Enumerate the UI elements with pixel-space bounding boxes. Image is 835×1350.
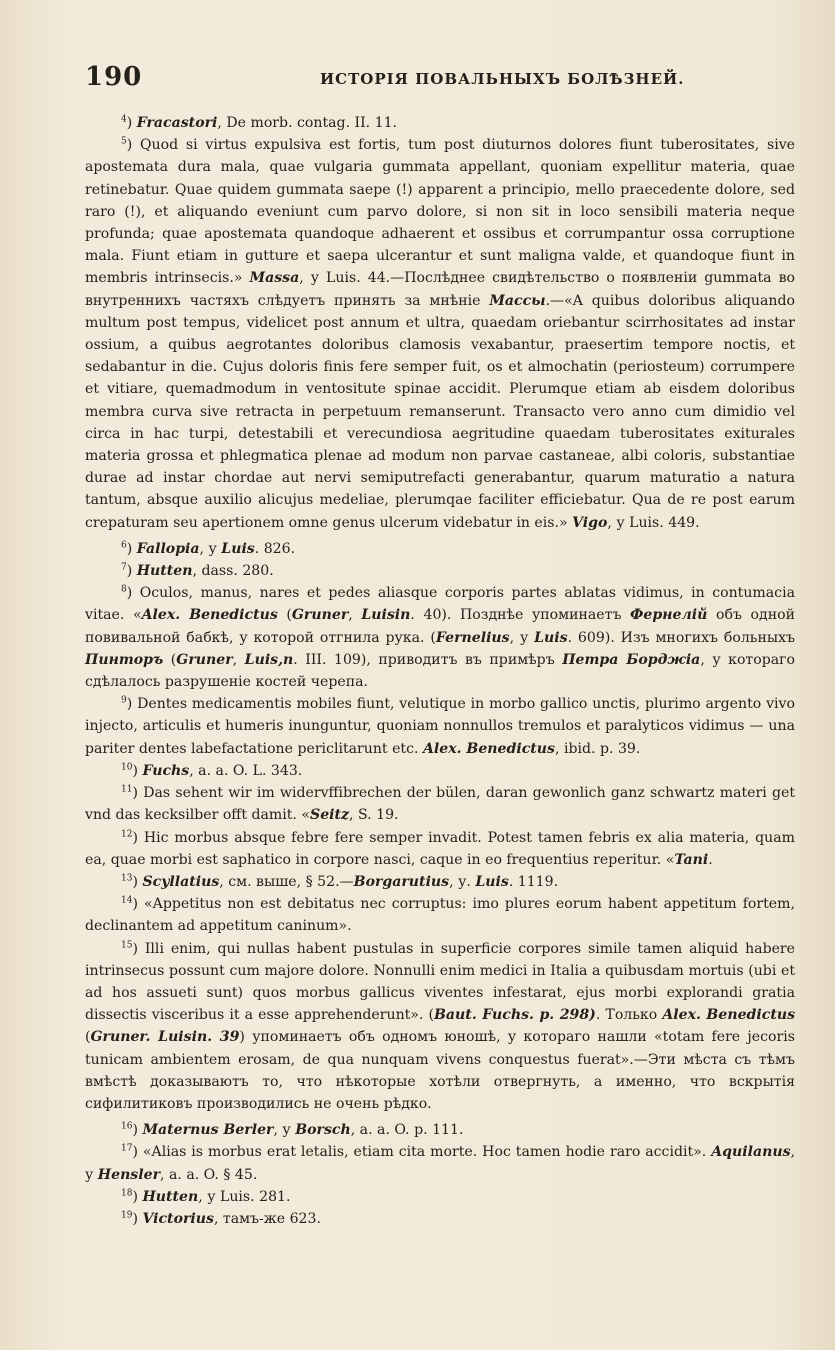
footnote-citation: Петра Борджіа xyxy=(562,651,701,668)
footnote-text: , у xyxy=(85,1144,795,1183)
footnote-text: .—«A quibus doloribus aliquando multum post tempus, videlicet post annum et ultra, quaedam oriebantur scirrhositates ad instar ossium, a quibus aegrotantes doloribus clamosis vexabantur, praesertim tempore noctis, et sedabantur in die. Cujus doloris finis fere semper fuit, os et almochatin (periosteum) corrumpere et vitiare, quemadmodum in ventositute spinae accidit. Plerumque etiam ab eisdem doloribus membra curva sive retracta in perpetuum remanserunt. Transacto vero anno cum dimidio vel circa in hac turpi, detestabili et verecundiosa aegritudine quaedam tuberositates exiturales materia grossa et phlegmatica plenae ad modum non parvae castaneae, albi coloris, substantiae durae ad instar chordae aut nervi semiputrefacti generabantur, quarum maturatio a natura tantum, absque auxilio alicujus medeliae, plerumqae faciliter efficiebatur. Qua de re post earum crepaturam seu apertionem omne genus ulcerum videbatur in eis.» xyxy=(85,292,795,531)
running-title: ИСТОРІЯ ПОВАЛЬНЫХЪ БОЛѢЗНЕЙ. xyxy=(320,70,685,88)
footnote-6 xyxy=(85,538,795,560)
footnote-citation: Fallopia xyxy=(136,540,200,557)
footnote-text: Das sehent wir im widervffibrechen der bülen, daran gewonlich ganz schwartz materi get vnd das kecksilber offt damit. « xyxy=(85,785,796,824)
footnote-12 xyxy=(85,827,795,871)
footnote-19 xyxy=(85,1208,795,1230)
footnote-citation: Maternus Berler xyxy=(142,1122,274,1139)
footnote-mark-paren: ) xyxy=(126,563,137,580)
footnote-citation: Hutten xyxy=(136,563,193,580)
footnote-citation: Alex. Benedictus xyxy=(141,607,278,624)
footnote-text: Hic morbus absque febre fere semper invadit. Potest tamen febris ex alia materia, quam ea, quae morbi est saphatico in corpore nasci, caque in eo frequentius reperitur. « xyxy=(85,829,795,868)
footnote-9 xyxy=(85,693,795,760)
footnote-mark: 13 xyxy=(121,873,133,884)
footnote-14 xyxy=(85,893,795,937)
footnote-text: , у Luis. 281. xyxy=(198,1188,291,1205)
footnote-mark-paren: ) xyxy=(132,829,144,846)
footnote-mark: 19 xyxy=(121,1210,133,1221)
footnote-mark-paren: ) xyxy=(132,873,143,890)
footnote-citation: Hutten xyxy=(142,1188,199,1205)
footnote-citation: Vigo xyxy=(572,514,608,531)
footnote-mark: 12 xyxy=(121,828,133,839)
footnote-text: , a. a. O. L. 343. xyxy=(189,762,303,779)
footnote-mark: 7 xyxy=(121,562,127,573)
footnote-mark-paren: ) xyxy=(132,1210,143,1227)
footnote-mark-paren: ) xyxy=(126,115,137,131)
footnote-mark: 6 xyxy=(121,540,127,551)
footnote-mark-paren: ) xyxy=(126,696,138,713)
footnote-mark: 10 xyxy=(121,762,133,773)
footnote-text: объ одной повивальной бабкѣ, у которой отгнила рука. ( xyxy=(85,607,795,646)
footnote-mark: 16 xyxy=(121,1121,133,1132)
footnote-mark: 15 xyxy=(121,939,133,950)
footnote-text: ) упоминаетъ объ одномъ юношѣ, у котораго нашли «totam fere jecoris tunicam ambientem erosam, de qua nunquam vivens conquestus fuerat».—Эти мѣста съ тѣмъ вмѣстѣ доказываютъ то, что нѣкоторые хотѣли отвергнуть, а именно, что вскрытія сифилитиковъ производились не очень рѣдко. xyxy=(85,1029,795,1112)
footnote-citation: Borgarutius xyxy=(353,873,450,890)
footnote-mark: 11 xyxy=(121,784,133,795)
footnote-text: , a. a. O. § 45. xyxy=(160,1166,258,1183)
footnote-text: ( xyxy=(85,1029,91,1046)
footnote-citation: Fuchs xyxy=(142,762,190,779)
footnote-text: , у котораго сдѣлалось разрушеніе костей черепа. xyxy=(85,651,795,691)
footnote-citation: Baut. Fuchs. p. 298) xyxy=(434,1007,596,1024)
footnote-text: Illi enim, qui nullas habent pustulas in superficie corpores simile tamen aliquid habere intrinsecus possunt cum majore dolore. Nonnulli enim medici in Italia a quibusdam mortuis (ubi et ad hos assueti sunt) quos morbus gallicus viventes infestarat, ejus morbi explorandi gratia dissectis visceribus it a esse apprehenderunt». ( xyxy=(85,940,796,1024)
footnote-citation: Hensler xyxy=(97,1166,160,1183)
footnote-text: «Appetitus non est debitatus nec corruptus: imo plures eorum habent appetitum fortem, declinantem ad appetitum caninum». xyxy=(85,896,795,935)
footnote-citation: Luis,n xyxy=(244,651,294,668)
footnote-citation: Luisin xyxy=(361,607,411,624)
footnote-7 xyxy=(85,560,795,582)
footnote-15 xyxy=(85,938,795,1116)
footnote-mark-paren: ) xyxy=(132,940,145,957)
footnote-citation: Aquilanus xyxy=(711,1144,791,1161)
footnote-citation: Victorius xyxy=(142,1210,214,1227)
footnote-citation: Массы xyxy=(489,292,546,309)
footnote-text: , xyxy=(348,607,362,624)
footnote-text: , dass. 280. xyxy=(192,563,274,580)
footnote-citation: Alex. Benedictus xyxy=(422,740,555,757)
footnote-citation: Massa xyxy=(249,270,300,287)
footnote-11 xyxy=(85,782,795,826)
footnote-citation: Borsch xyxy=(295,1122,351,1139)
footnote-mark: 14 xyxy=(121,895,133,906)
footnote-mark-paren: ) xyxy=(132,896,145,913)
page-header xyxy=(85,62,795,104)
footnote-mark-paren: ) xyxy=(132,1122,143,1139)
page-number: 190 xyxy=(85,62,143,92)
footnotes xyxy=(85,112,795,1230)
footnote-mark: 18 xyxy=(121,1188,133,1199)
footnote-mark-paren: ) xyxy=(132,1144,143,1161)
footnote-citation: Luis xyxy=(221,540,255,557)
footnote-citation: Фернелій xyxy=(630,607,708,624)
footnote-citation: Luis xyxy=(534,629,568,646)
footnote-mark: 5 xyxy=(121,136,127,147)
footnote-citation: Gruner xyxy=(176,651,233,668)
footnote-text: , у. xyxy=(449,873,476,890)
footnote-mark-paren: ) xyxy=(126,137,140,154)
footnote-8 xyxy=(85,582,795,693)
footnote-text: ( xyxy=(163,651,177,668)
footnote-mark-paren: ) xyxy=(132,762,143,779)
footnote-text: , ibid. p. 39. xyxy=(554,740,641,757)
footnote-text: . 40). Позднѣе упоминаетъ xyxy=(410,607,631,624)
footnote-citation: Luis xyxy=(475,873,509,890)
footnote-text: . 609). Изъ многихъ больныхъ xyxy=(567,629,795,646)
footnote-text: , De morb. contag. II. 11. xyxy=(217,115,398,131)
footnote-4 xyxy=(85,112,795,134)
footnote-text: , см. выше, § 52.— xyxy=(219,873,354,890)
footnote-citation: Gruner xyxy=(291,607,349,624)
footnote-mark-paren: ) xyxy=(126,540,137,557)
footnote-text: . 826. xyxy=(254,540,296,557)
footnote-citation: Gruner. Luisin. 39 xyxy=(90,1029,240,1046)
footnote-10 xyxy=(85,760,795,782)
footnote-citation: Пинторъ xyxy=(85,651,164,668)
footnote-13 xyxy=(85,871,795,893)
footnote-text: Oculos, manus, nares et pedes aliasque corporis partes ablatas vidimus, in contumacia vitae. « xyxy=(85,585,795,624)
footnote-mark: 8 xyxy=(121,584,127,595)
footnote-text: . Только xyxy=(595,1007,663,1024)
footnote-citation: Fracastori xyxy=(136,115,218,131)
footnote-text: «Alias is morbus erat letalis, etiam cita morte. Hoc tamen hodie raro accidit». xyxy=(142,1144,712,1161)
footnote-text: , у xyxy=(273,1122,296,1139)
footnote-text: , S. 19. xyxy=(349,807,399,824)
footnote-mark-paren: ) xyxy=(126,585,140,602)
footnote-text: Quod si virtus expulsiva est fortis, tum post diuturnos dolores fiunt tuberositates, sive apostemata dura mala, quae vulgaria gummata appellant, quoniam expellitur materia, quae retinebatur. Quae quidem gummata saepe (!) apparent a principio, mello praecedente dolore, sed raro (!), et aliquando eveniunt cum parvo dolore, si non sit in loco sensibili materia neque profunda; quae apostemata quandoque adhaerent et ossibus et corrumpantur ossa corruptione mala. Fiunt etiam in gutture et saepa ulcerantur et sunt maligna valde, et quandoque fiunt in membris intrinsecis.» xyxy=(85,137,796,287)
footnote-text: , тамъ-же 623. xyxy=(213,1210,321,1227)
footnote-text: , у xyxy=(509,629,535,646)
footnote-text: Dentes medicamentis mobiles fiunt, velutique in morbo gallico unctis, plurimo argento vivo injecto, articulis et humeris inunguntur, quoniam nonnullos tremulos et paralyticos vidimus — una pariter dentes labefactatione periclitarunt etc. xyxy=(85,696,796,757)
footnote-mark-paren: ) xyxy=(132,1188,143,1205)
footnote-text: , a. a. O. p. 111. xyxy=(350,1122,464,1139)
footnote-citation: Tani xyxy=(674,851,709,868)
footnote-citation: Scyllatius xyxy=(142,873,220,890)
footnote-citation: Fernelius xyxy=(435,629,510,646)
footnote-text: . III. 109), приводитъ въ примѣръ xyxy=(293,651,563,668)
footnote-mark: 17 xyxy=(121,1143,133,1154)
footnote-citation: Alex. Benedictus xyxy=(662,1007,796,1024)
footnote-text: , xyxy=(232,651,245,668)
footnote-text: . 1119. xyxy=(508,873,559,890)
footnote-mark: 4 xyxy=(121,114,127,125)
footnote-mark: 9 xyxy=(121,695,127,706)
footnote-text: . xyxy=(708,851,713,868)
footnote-citation: Seitz xyxy=(310,807,350,824)
footnote-18 xyxy=(85,1186,795,1208)
footnote-mark-paren: ) xyxy=(132,785,144,802)
footnote-16 xyxy=(85,1119,795,1141)
footnote-text: , у Luis. 449. xyxy=(607,514,700,531)
footnote-text: , у Luis. 44.—Послѣднее свидѣтельство о появленіи gummata во внутреннихъ частяхъ слѣдуетъ принять за мнѣніе xyxy=(85,270,795,309)
footnote-text: , у xyxy=(199,540,222,557)
footnote-5 xyxy=(85,134,795,534)
footnote-text: ( xyxy=(277,607,292,624)
footnote-17 xyxy=(85,1141,795,1185)
